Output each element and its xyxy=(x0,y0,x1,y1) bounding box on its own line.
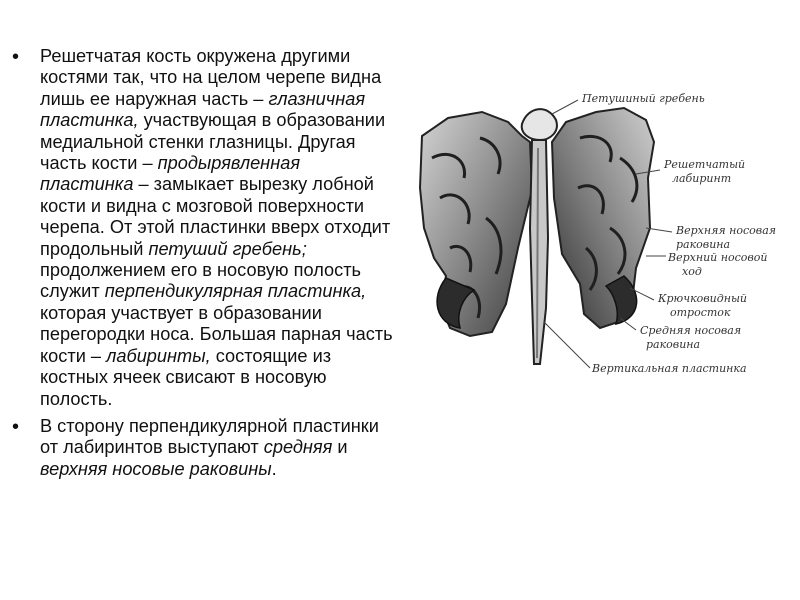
text-run: В сторону перпендикулярной пластинки от лабиринтов выступают xyxy=(40,415,379,458)
text-run: Решетчатая кость окружена другими костями так, что на целом черепе видна лишь ее наружная часть – xyxy=(40,46,382,109)
bullet-item xyxy=(10,46,395,410)
term-labyrinths: лабиринты, xyxy=(106,345,211,366)
text-run: участвующая в образовании медиальной стенки глазницы. Другая часть кости – xyxy=(40,110,386,174)
label-crista-galli: Петушиный гребень xyxy=(582,92,705,105)
bullet-marker: • xyxy=(12,46,20,68)
label-uncinate-line2: отросток xyxy=(670,306,731,319)
term-orbital-plate: глазничная пластинка, xyxy=(40,88,366,131)
label-uncinate-line1: Крючковидный xyxy=(658,292,748,305)
term-perpendicular-plate: перпендикулярная пластинка, xyxy=(104,281,367,302)
label-superior-concha-line1: Верхняя носовая xyxy=(676,224,777,237)
text-run: продолжением его в носовую полость служит xyxy=(40,260,362,302)
perpendicular-plate-shape xyxy=(530,140,548,364)
paragraph-ethmoid-description xyxy=(40,46,395,410)
ethmoid-bone-figure xyxy=(410,78,795,388)
label-labyrinth-line1: Решетчатый xyxy=(664,158,746,171)
text-run: – замыкает вырезку лобной кости и видна с мозговой поверхности черепа. От этой пластинки вверх отходит продольный xyxy=(40,174,391,259)
label-middle-concha-line1: Средняя носовая xyxy=(640,324,742,337)
term-middle-concha: средняя xyxy=(263,437,333,458)
label-middle-concha-line2: раковина xyxy=(646,338,701,351)
label-superior-concha-line2: раковина xyxy=(676,238,731,251)
label-superior-meatus-line1: Верхний носовой xyxy=(668,251,768,264)
text-run: которая участвует в образовании перегородки носа. Большая парная часть кости – xyxy=(40,302,393,366)
bullet-marker: • xyxy=(12,415,20,438)
bullet-list xyxy=(10,46,395,486)
bullet-item xyxy=(10,416,395,480)
perpendicular-plate-shade xyxy=(537,148,538,358)
ethmoid-bone-illustration xyxy=(410,78,795,388)
label-superior-meatus-line2: ход xyxy=(682,265,702,278)
text-run: состоящие из костных ячеек свисают в носовую полость. xyxy=(40,345,332,409)
term-cribriform-plate: продырявленная пластинка xyxy=(40,153,301,195)
crista-galli-shape xyxy=(522,109,557,140)
text-run: . xyxy=(271,458,277,479)
paragraph-conchae xyxy=(40,416,395,480)
label-vertical-plate: Вертикальная пластинка xyxy=(592,362,747,375)
term-superior-concha: верхняя носовые раковины xyxy=(40,458,272,479)
text-run: и xyxy=(332,437,348,458)
term-crista-galli: петуший гребень; xyxy=(148,238,307,259)
label-labyrinth-line2: лабиринт xyxy=(672,172,732,185)
